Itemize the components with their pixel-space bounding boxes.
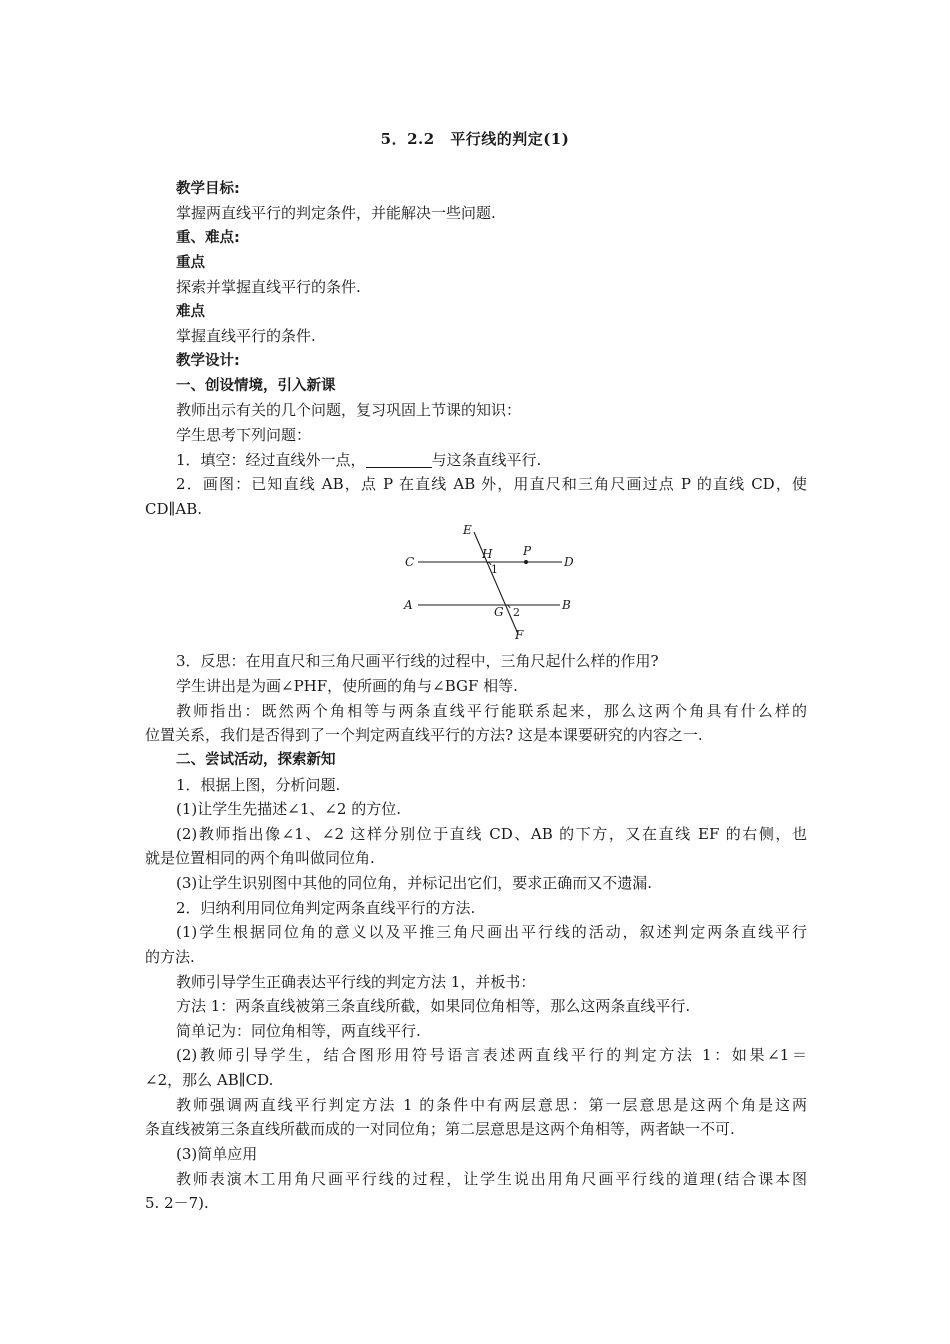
paragraph-line: 5. 2－7). — [145, 1194, 209, 1212]
method-statement: 方法 1：两条直线被第三条直线所截，如果同位角相等，那么这两条直线平行. — [176, 997, 691, 1015]
paragraph-line: 探索并掌握直线平行的条件. — [176, 278, 361, 296]
paragraph-line: 教师引导学生正确表达平行线的判定方法 1，并板书： — [176, 973, 536, 991]
point-p — [524, 560, 528, 564]
paragraph-line: 教师出示有关的几个问题，复习巩固上节课的知识： — [176, 401, 522, 419]
label-d: D — [564, 555, 574, 569]
label-g: G — [494, 605, 504, 619]
paragraph-line: 掌握两直线平行的判定条件，并能解决一些问题. — [176, 204, 496, 222]
question-text: 与这条直线平行. — [431, 451, 542, 469]
fill-blank-question — [176, 448, 807, 472]
answer-blank — [366, 452, 432, 468]
paragraph-line: 就是位置相同的两个角叫做同位角. — [145, 849, 375, 867]
paragraph-line: (2)教师引导学生，结合图形用符号语言表述两直线平行的判定方法 1：如果∠1＝ — [176, 1046, 807, 1064]
question-text: 1．填空：经过直线外一点， — [176, 451, 366, 469]
paragraph-line: 学生思考下列问题： — [176, 426, 312, 444]
heading-teaching-design: 教学设计: — [176, 353, 240, 369]
parallel-lines-figure — [400, 522, 585, 644]
label-f: F — [515, 628, 524, 642]
page-title: 5．2.2 平行线的判定(1) — [380, 130, 570, 148]
paragraph-line: 2．画图：已知直线 AB，点 P 在直线 AB 外，用直尺和三角尺画过点 P 的直线 CD，使 — [176, 475, 807, 493]
paragraph-line: (1)学生根据同位角的意义以及平推三角尺画出平行线的活动，叙述判定两条直线平行 — [176, 923, 807, 941]
paragraph-line: 教师强调两直线平行判定方法 1 的条件中有两层意思：第一层意思是这两个角是这两 — [176, 1096, 807, 1114]
label-c: C — [405, 555, 415, 569]
paragraph-line: 条直线被第三条直线所截而成的一对同位角；第二层意思是这两个角相等，两者缺一不可. — [145, 1120, 735, 1138]
paragraph-line: 的方法. — [145, 948, 195, 966]
paragraph-line: (1)让学生先描述∠1、∠2 的方位. — [176, 800, 402, 818]
label-b: B — [562, 598, 571, 612]
label-angle-2: 2 — [513, 606, 520, 619]
label-h: H — [482, 547, 493, 561]
subheading-key: 重点 — [176, 255, 205, 271]
label-e: E — [463, 523, 472, 537]
heading-teaching-goals: 教学目标: — [176, 181, 240, 197]
paragraph-line: (2)教师指出像∠1、∠2 这样分别位于直线 CD、AB 的下方，又在直线 EF 的右侧，也 — [176, 825, 807, 843]
paragraph-line: 1．根据上图，分析问题. — [176, 776, 341, 794]
paragraph-line: 2．归纳利用同位角判定两条直线平行的方法. — [176, 899, 476, 917]
paragraph-line: CD∥AB. — [145, 500, 203, 518]
paragraph-line: 学生讲出是为画∠PHF，使所画的角与∠BGF 相等. — [176, 677, 518, 695]
paragraph-line: 位置关系，我们是否得到了一个判定两直线平行的方法? 这是本课要研究的内容之一. — [145, 726, 703, 744]
subheading-difficult: 难点 — [176, 304, 205, 320]
paragraph-line: (3)让学生识别图中其他的同位角，并标记出它们，要求正确而又不遗漏. — [176, 874, 653, 892]
paragraph-line: 掌握直线平行的条件. — [176, 327, 316, 345]
label-a: A — [404, 598, 413, 612]
paragraph-line: 教师指出：既然两个角相等与两条直线平行能联系起来，那么这两个角具有什么样的 — [176, 702, 807, 720]
paragraph-line: (3)简单应用 — [176, 1145, 258, 1163]
paragraph-line: 3．反思：在用直尺和三角尺画平行线的过程中，三角尺起什么样的作用? — [176, 652, 659, 670]
method-short-form: 简单记为：同位角相等，两直线平行. — [176, 1022, 421, 1040]
label-angle-1: 1 — [491, 563, 498, 576]
section-heading-1: 一、创设情境，引入新课 — [176, 378, 336, 394]
heading-key-points: 重、难点: — [176, 230, 240, 246]
section-heading-2: 二、尝试活动，探索新知 — [176, 752, 336, 768]
label-p: P — [523, 544, 532, 558]
paragraph-line: ∠2，那么 AB∥CD. — [145, 1071, 274, 1089]
figure-diagram — [400, 522, 585, 644]
paragraph-line: 教师表演木工用角尺画平行线的过程，让学生说出用角尺画平行线的道理(结合课本图 — [176, 1170, 807, 1188]
